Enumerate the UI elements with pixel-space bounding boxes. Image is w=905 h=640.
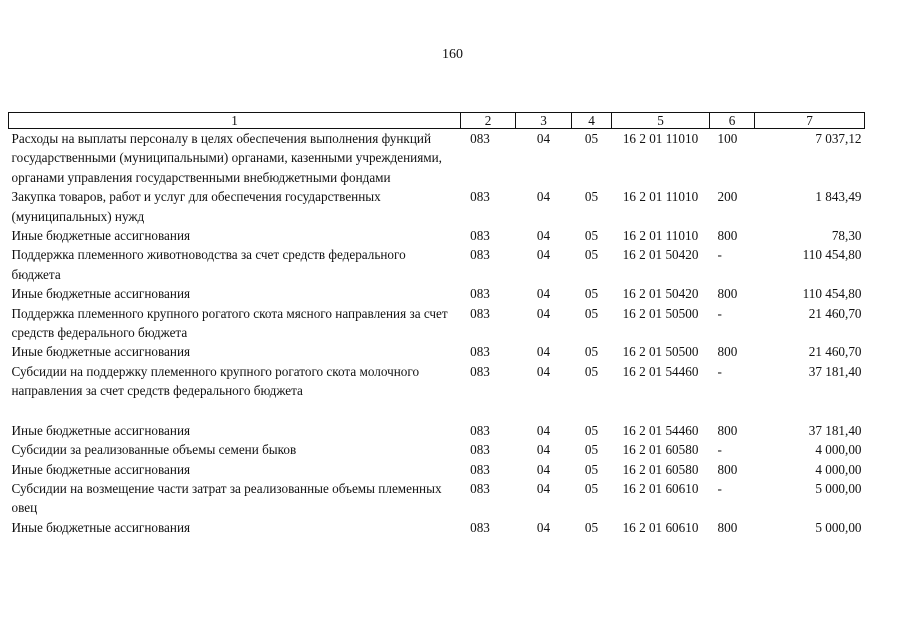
row-code-3: 04 [536,131,551,146]
row-code-5: 16 2 01 50500 [622,344,699,360]
table-row [9,421,865,440]
row-name: Иные бюджетные ассигнования [11,286,191,302]
row-code-6: - [717,247,722,263]
header-col-5: 5 [612,113,710,129]
row-code-2: 083 [470,442,490,458]
row-code-4: 05 [584,519,599,535]
row-code-4: 05 [584,286,599,302]
row-code-5: 16 2 01 54460 [622,422,699,438]
row-code-4: 05 [584,228,599,244]
table-row [9,284,865,303]
row-code-2: 083 [470,363,490,379]
row-code-2: 083 [470,286,490,302]
row-code-2: 083 [470,344,490,360]
header-col-1: 1 [9,113,461,129]
row-name: Субсидии на возмещение части затрат за реализованные объемы племенных овец [11,480,442,516]
table-row [9,245,865,284]
row-name: Иные бюджетные ассигнования [11,422,191,438]
row-amount: 21 460,70 [808,305,862,321]
table-row [9,460,865,479]
row-amount: 37 181,40 [808,363,862,379]
header-col-4: 4 [572,113,612,129]
row-name: Иные бюджетные ассигнования [11,461,191,477]
header-col-6: 6 [710,113,755,129]
row-code-3: 04 [536,189,551,205]
row-code-5: 16 2 01 60580 [622,461,699,477]
row-code-6: 100 [717,131,738,146]
header-col-3: 3 [516,113,572,129]
row-name: Субсидии на поддержку племенного крупного рогатого скота молочного направления за счет средств федерального бюджета [11,363,420,399]
row-code-2: 083 [470,480,490,496]
row-code-5: 16 2 01 60610 [622,519,699,535]
row-code-3: 04 [536,344,551,360]
row-code-2: 083 [470,305,490,321]
table-row [9,518,865,537]
row-code-2: 083 [470,247,490,263]
row-name: Субсидии за реализованные объемы семени быков [11,442,297,458]
row-code-5: 16 2 01 54460 [622,363,699,379]
row-code-2: 083 [470,422,490,438]
row-code-5: 16 2 01 60610 [622,480,699,496]
row-code-4: 05 [584,344,599,360]
row-name: Закупка товаров, работ и услуг для обеспечения государственных (муниципальных) нужд [11,189,381,224]
row-name: Иные бюджетные ассигнования [11,519,191,535]
row-code-2: 083 [470,228,490,244]
row-code-2: 083 [470,519,490,535]
row-name: Поддержка племенного крупного рогатого скота мясного направления за счет средств федерального бюджета [11,305,448,341]
row-code-5: 16 2 01 60580 [622,442,699,458]
row-amount: 21 460,70 [808,344,862,360]
row-code-6: - [717,480,722,496]
row-name: Расходы на выплаты персоналу в целях обеспечения выполнения функций государственными (муниципальными) органами, казенными учреждениями, органами управления государственными внебюджетными фондами [11,131,442,185]
table-row [9,187,865,226]
table-row [9,226,865,245]
row-code-6: 800 [717,422,738,438]
row-code-5: 16 2 01 50420 [622,247,699,263]
table-row [9,129,865,188]
row-amount: 1 843,49 [815,189,862,205]
row-code-5: 16 2 01 11010 [622,131,699,146]
header-col-7: 7 [755,113,865,129]
page-number: 160 [442,47,463,62]
row-code-5: 16 2 01 50420 [622,286,699,302]
row-code-4: 05 [584,480,599,496]
row-code-6: - [717,363,722,379]
row-code-3: 04 [536,228,551,244]
row-code-6: 800 [717,519,738,535]
row-code-3: 04 [536,480,551,496]
row-amount: 4 000,00 [815,442,862,458]
row-code-4: 05 [584,422,599,438]
row-name: Поддержка племенного животноводства за счет средств федерального бюджета [11,247,406,282]
row-amount: 78,30 [831,228,862,244]
header-col-2: 2 [461,113,516,129]
row-name: Иные бюджетные ассигнования [11,344,191,360]
table-row [9,479,865,518]
row-amount: 37 181,40 [808,422,862,438]
row-code-2: 083 [470,461,490,477]
row-code-6: 800 [717,228,738,244]
row-code-4: 05 [584,247,599,263]
row-code-4: 05 [584,442,599,458]
budget-table [8,112,865,537]
row-code-4: 05 [584,461,599,477]
row-code-2: 083 [470,189,490,205]
table-row [9,304,865,343]
row-code-3: 04 [536,247,551,263]
row-code-3: 04 [536,442,551,458]
row-name: Иные бюджетные ассигнования [11,228,191,244]
row-code-3: 04 [536,363,551,379]
row-code-5: 16 2 01 50500 [622,305,699,321]
row-code-4: 05 [584,189,599,205]
row-code-4: 05 [584,305,599,321]
row-code-6: 200 [717,189,738,205]
row-amount: 5 000,00 [815,519,862,535]
row-code-6: - [717,305,722,321]
row-code-4: 05 [584,363,599,379]
table-row [9,342,865,361]
row-code-5: 16 2 01 11010 [622,189,699,205]
row-code-3: 04 [536,461,551,477]
row-code-2: 083 [470,131,490,146]
header-row [9,113,865,129]
row-code-3: 04 [536,305,551,321]
row-code-5: 16 2 01 11010 [622,228,699,244]
table-row [9,362,865,421]
row-code-3: 04 [536,286,551,302]
row-code-6: 800 [717,344,738,360]
row-amount: 5 000,00 [815,480,862,496]
row-code-6: 800 [717,461,738,477]
row-amount: 7 037,12 [815,131,862,146]
row-code-3: 04 [536,519,551,535]
row-amount: 110 454,80 [802,247,862,263]
row-code-6: 800 [717,286,738,302]
row-amount: 110 454,80 [802,286,862,302]
row-amount: 4 000,00 [815,461,862,477]
row-code-6: - [717,442,722,458]
row-code-4: 05 [584,131,599,146]
table-row [9,440,865,459]
row-code-3: 04 [536,422,551,438]
